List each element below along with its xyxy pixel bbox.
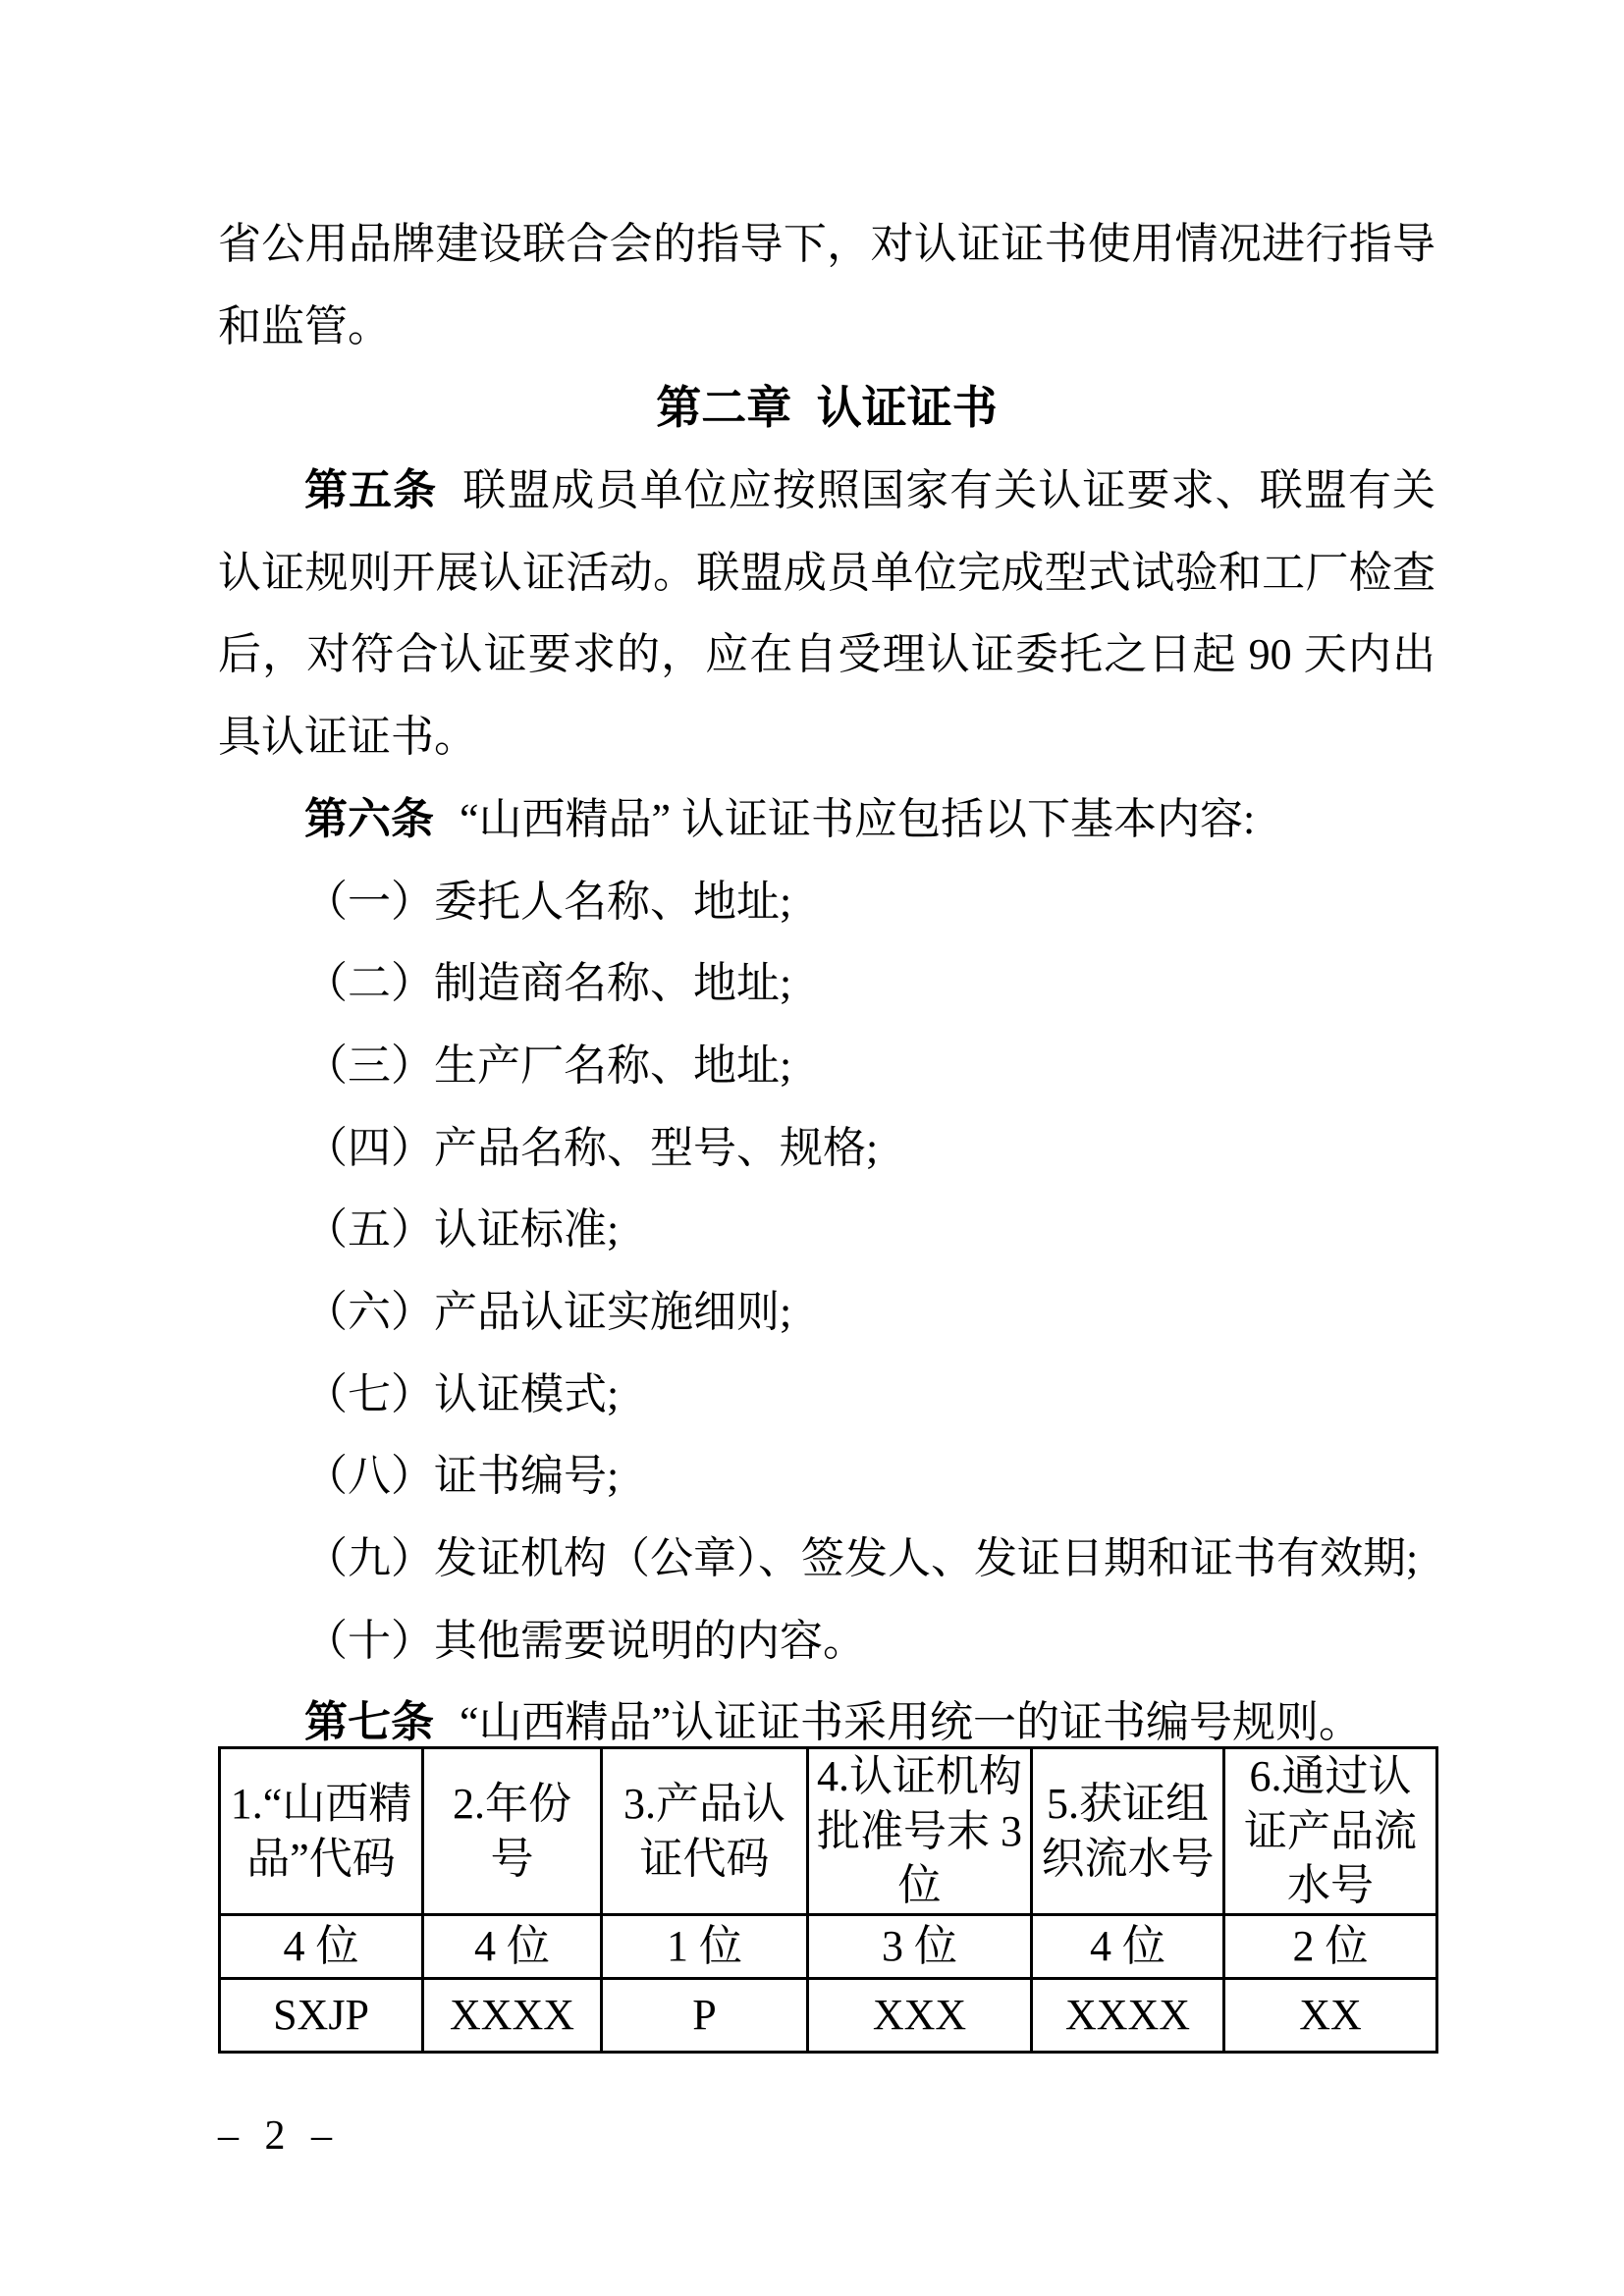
table-header-cell-6: [1224, 1748, 1437, 1915]
page-number: – 2 –: [218, 2113, 340, 2159]
header-cell-line: 号: [490, 1834, 534, 1883]
certificate-number-rule-table: [218, 1746, 1438, 2054]
header-cell-line: 1.“山西精: [230, 1779, 412, 1828]
list-item-2: （二）制造商名称、地址;: [304, 959, 792, 1008]
table-digits-row: [220, 1915, 1437, 1979]
table-codes-cell-3: P: [602, 1979, 808, 2053]
article-5-label: 第五条: [304, 466, 438, 515]
list-item-9: （九）发证机构（公章）、签发人、发证日期和证书有效期;: [304, 1534, 1419, 1582]
table-digits-cell-5: 4 位: [1032, 1915, 1224, 1979]
list-item-4: （四）产品名称、型号、规格;: [304, 1123, 879, 1172]
table-codes-cell-4: XXX: [808, 1979, 1032, 2053]
article-5-line: [218, 450, 1435, 532]
header-cell-line: 3.产品认: [623, 1779, 785, 1828]
table-digits-cell-3: 1 位: [602, 1915, 808, 1979]
list-item-6: （六）产品认证实施细则;: [304, 1287, 792, 1336]
table-codes-cell-5: XXXX: [1032, 1979, 1224, 2053]
list-item-5: （五）认证标准;: [304, 1205, 620, 1255]
table-header-cell-3: [602, 1748, 808, 1915]
table-header-cell-2: [423, 1748, 602, 1915]
table-header-cell-4: [808, 1748, 1032, 1915]
article-7-label: 第七条: [304, 1698, 434, 1747]
list-item-3: （三）生产厂名称、地址;: [304, 1041, 792, 1090]
table-header-cell-5: [1032, 1748, 1224, 1915]
header-cell-line: 品”代码: [246, 1834, 396, 1883]
header-cell-line: 位: [897, 1861, 942, 1910]
list-item-1: （一）委托人名称、地址;: [304, 877, 792, 926]
header-cell-line: 4.认证机构: [817, 1752, 1022, 1800]
header-cell-line: 证代码: [639, 1834, 770, 1883]
header-cell-line: 6.通过认: [1249, 1752, 1412, 1800]
table-codes-cell-2: XXXX: [423, 1979, 602, 2053]
header-cell-line: 2.年份: [453, 1779, 571, 1828]
article-5-line: 认证规则开展认证活动。联盟成员单位完成型式试验和工厂检查: [218, 548, 1435, 597]
article-6-line: [218, 778, 1435, 861]
table-digits-cell-6: 2 位: [1224, 1915, 1437, 1979]
intro-line: 省公用品牌建设联合会的指导下，对认证证书使用情况进行指导: [218, 220, 1435, 268]
intro-line: 和监管。: [218, 301, 391, 350]
article-5-line: 后，对符合认证要求的，应在自受理认证委托之日起 90 天内出: [218, 630, 1435, 679]
list-item-8: （八）证书编号;: [304, 1452, 620, 1501]
table-header-cell-1: [220, 1748, 423, 1915]
list-item-10: （十）其他需要说明的内容。: [304, 1616, 866, 1665]
table-codes-row: [220, 1979, 1437, 2053]
article-7-text: “山西精品”认证证书采用统一的证书编号规则。: [460, 1698, 1363, 1747]
table-header-row: [220, 1748, 1437, 1915]
table-digits-cell-2: 4 位: [423, 1915, 602, 1979]
article-6-label: 第六条: [304, 794, 434, 843]
list-item-7: （七）认证模式;: [304, 1369, 620, 1418]
table-codes-cell-1: SXJP: [220, 1979, 423, 2053]
header-cell-line: 5.获证组: [1047, 1779, 1209, 1828]
table-codes-cell-6: XX: [1224, 1979, 1437, 2053]
article-5-line: 具认证证书。: [218, 713, 477, 762]
article-6-text: “山西精品” 认证证书应包括以下基本内容:: [460, 794, 1256, 843]
table-digits-cell-4: 3 位: [808, 1915, 1032, 1979]
header-cell-line: 批准号末 3: [817, 1806, 1022, 1855]
header-cell-line: 证产品流: [1244, 1806, 1417, 1855]
header-cell-line: 织流水号: [1041, 1834, 1215, 1883]
header-cell-line: 水号: [1287, 1861, 1374, 1910]
table-digits-cell-1: 4 位: [220, 1915, 423, 1979]
page-body-text: [218, 203, 1435, 1764]
chapter-heading: 第二章 认证证书: [656, 382, 998, 434]
article-5-text: 联盟成员单位应按照国家有关认证要求、联盟有关: [462, 466, 1435, 515]
